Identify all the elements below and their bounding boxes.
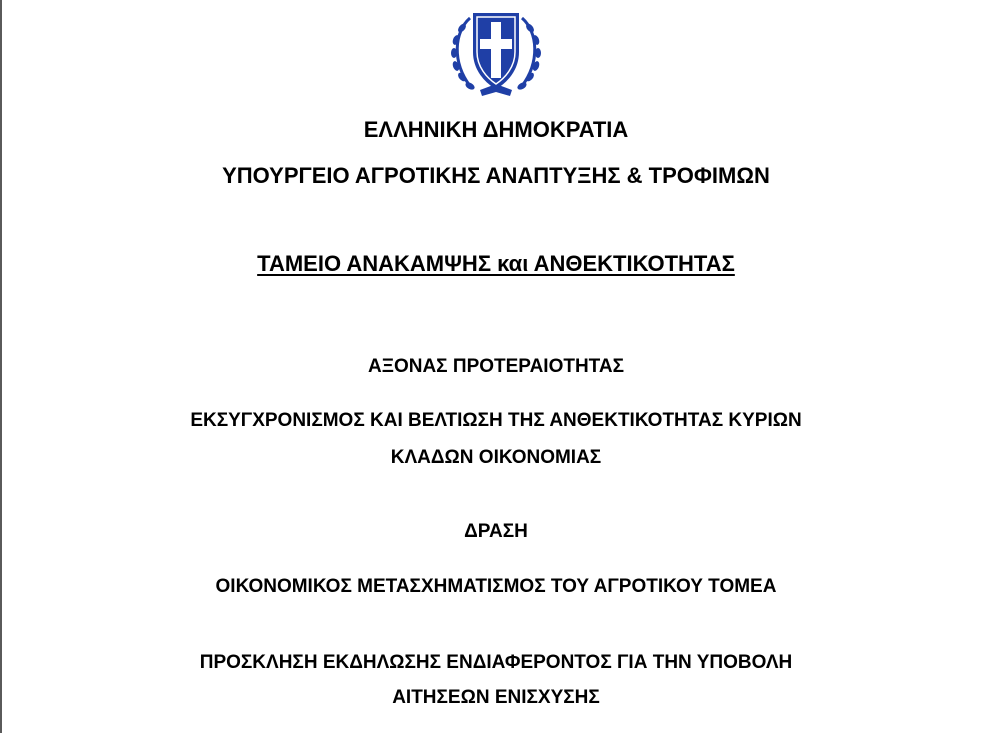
priority-axis-title-line2: ΚΛΑΔΩΝ ΟΙΚΟΝΟΜΙΑΣ [390,447,602,468]
call-title-line2: ΑΙΤΗΣΕΩΝ ΕΝΙΣΧΥΣΗΣ [392,687,600,708]
country-title: ΕΛΛΗΝΙΚΗ ΔΗΜΟΚΡΑΤΙΑ [363,117,629,142]
call-title-line1: ΠΡΟΣΚΛΗΣΗ ΕΚΔΗΛΩΣΗΣ ΕΝΔΙΑΦΕΡΟΝΤΟΣ ΓΙΑ ΤΗΝ ΥΠΟΒΟΛΗ [199,652,793,673]
action-title: ΟΙΚΟΝΟΜΙΚΟΣ ΜΕΤΑΣΧΗΜΑΤΙΣΜΟΣ ΤΟΥ ΑΓΡΟΤΙΚΟΥ ΤΟΜΕΑ [215,576,777,597]
ministry-title: ΥΠΟΥΡΓΕΙΟ ΑΓΡΟΤΙΚΗΣ ΑΝΑΠΤΥΞΗΣ & ΤΡΟΦΙΜΩΝ [222,163,770,188]
fund-title-wrapper [0,251,992,277]
greek-coat-of-arms-icon [440,4,552,100]
fund-title: ΤΑΜΕΙΟ ΑΝΑΚΑΜΨΗΣ και ΑΝΘΕΚΤΙΚΟΤΗΤΑΣ [257,251,735,276]
priority-axis-heading: ΑΞΟΝΑΣ ΠΡΟΤΕΡΑΙΟΤΗΤΑΣ [368,356,624,377]
priority-axis-title-line1: ΕΚΣΥΓΧΡΟΝΙΣΜΟΣ ΚΑΙ ΒΕΛΤΙΩΣΗ ΤΗΣ ΑΝΘΕΚΤΙΚΟΤΗΤΑΣ ΚΥΡΙΩΝ [190,410,802,431]
action-heading: ΔΡΑΣΗ [464,521,528,542]
